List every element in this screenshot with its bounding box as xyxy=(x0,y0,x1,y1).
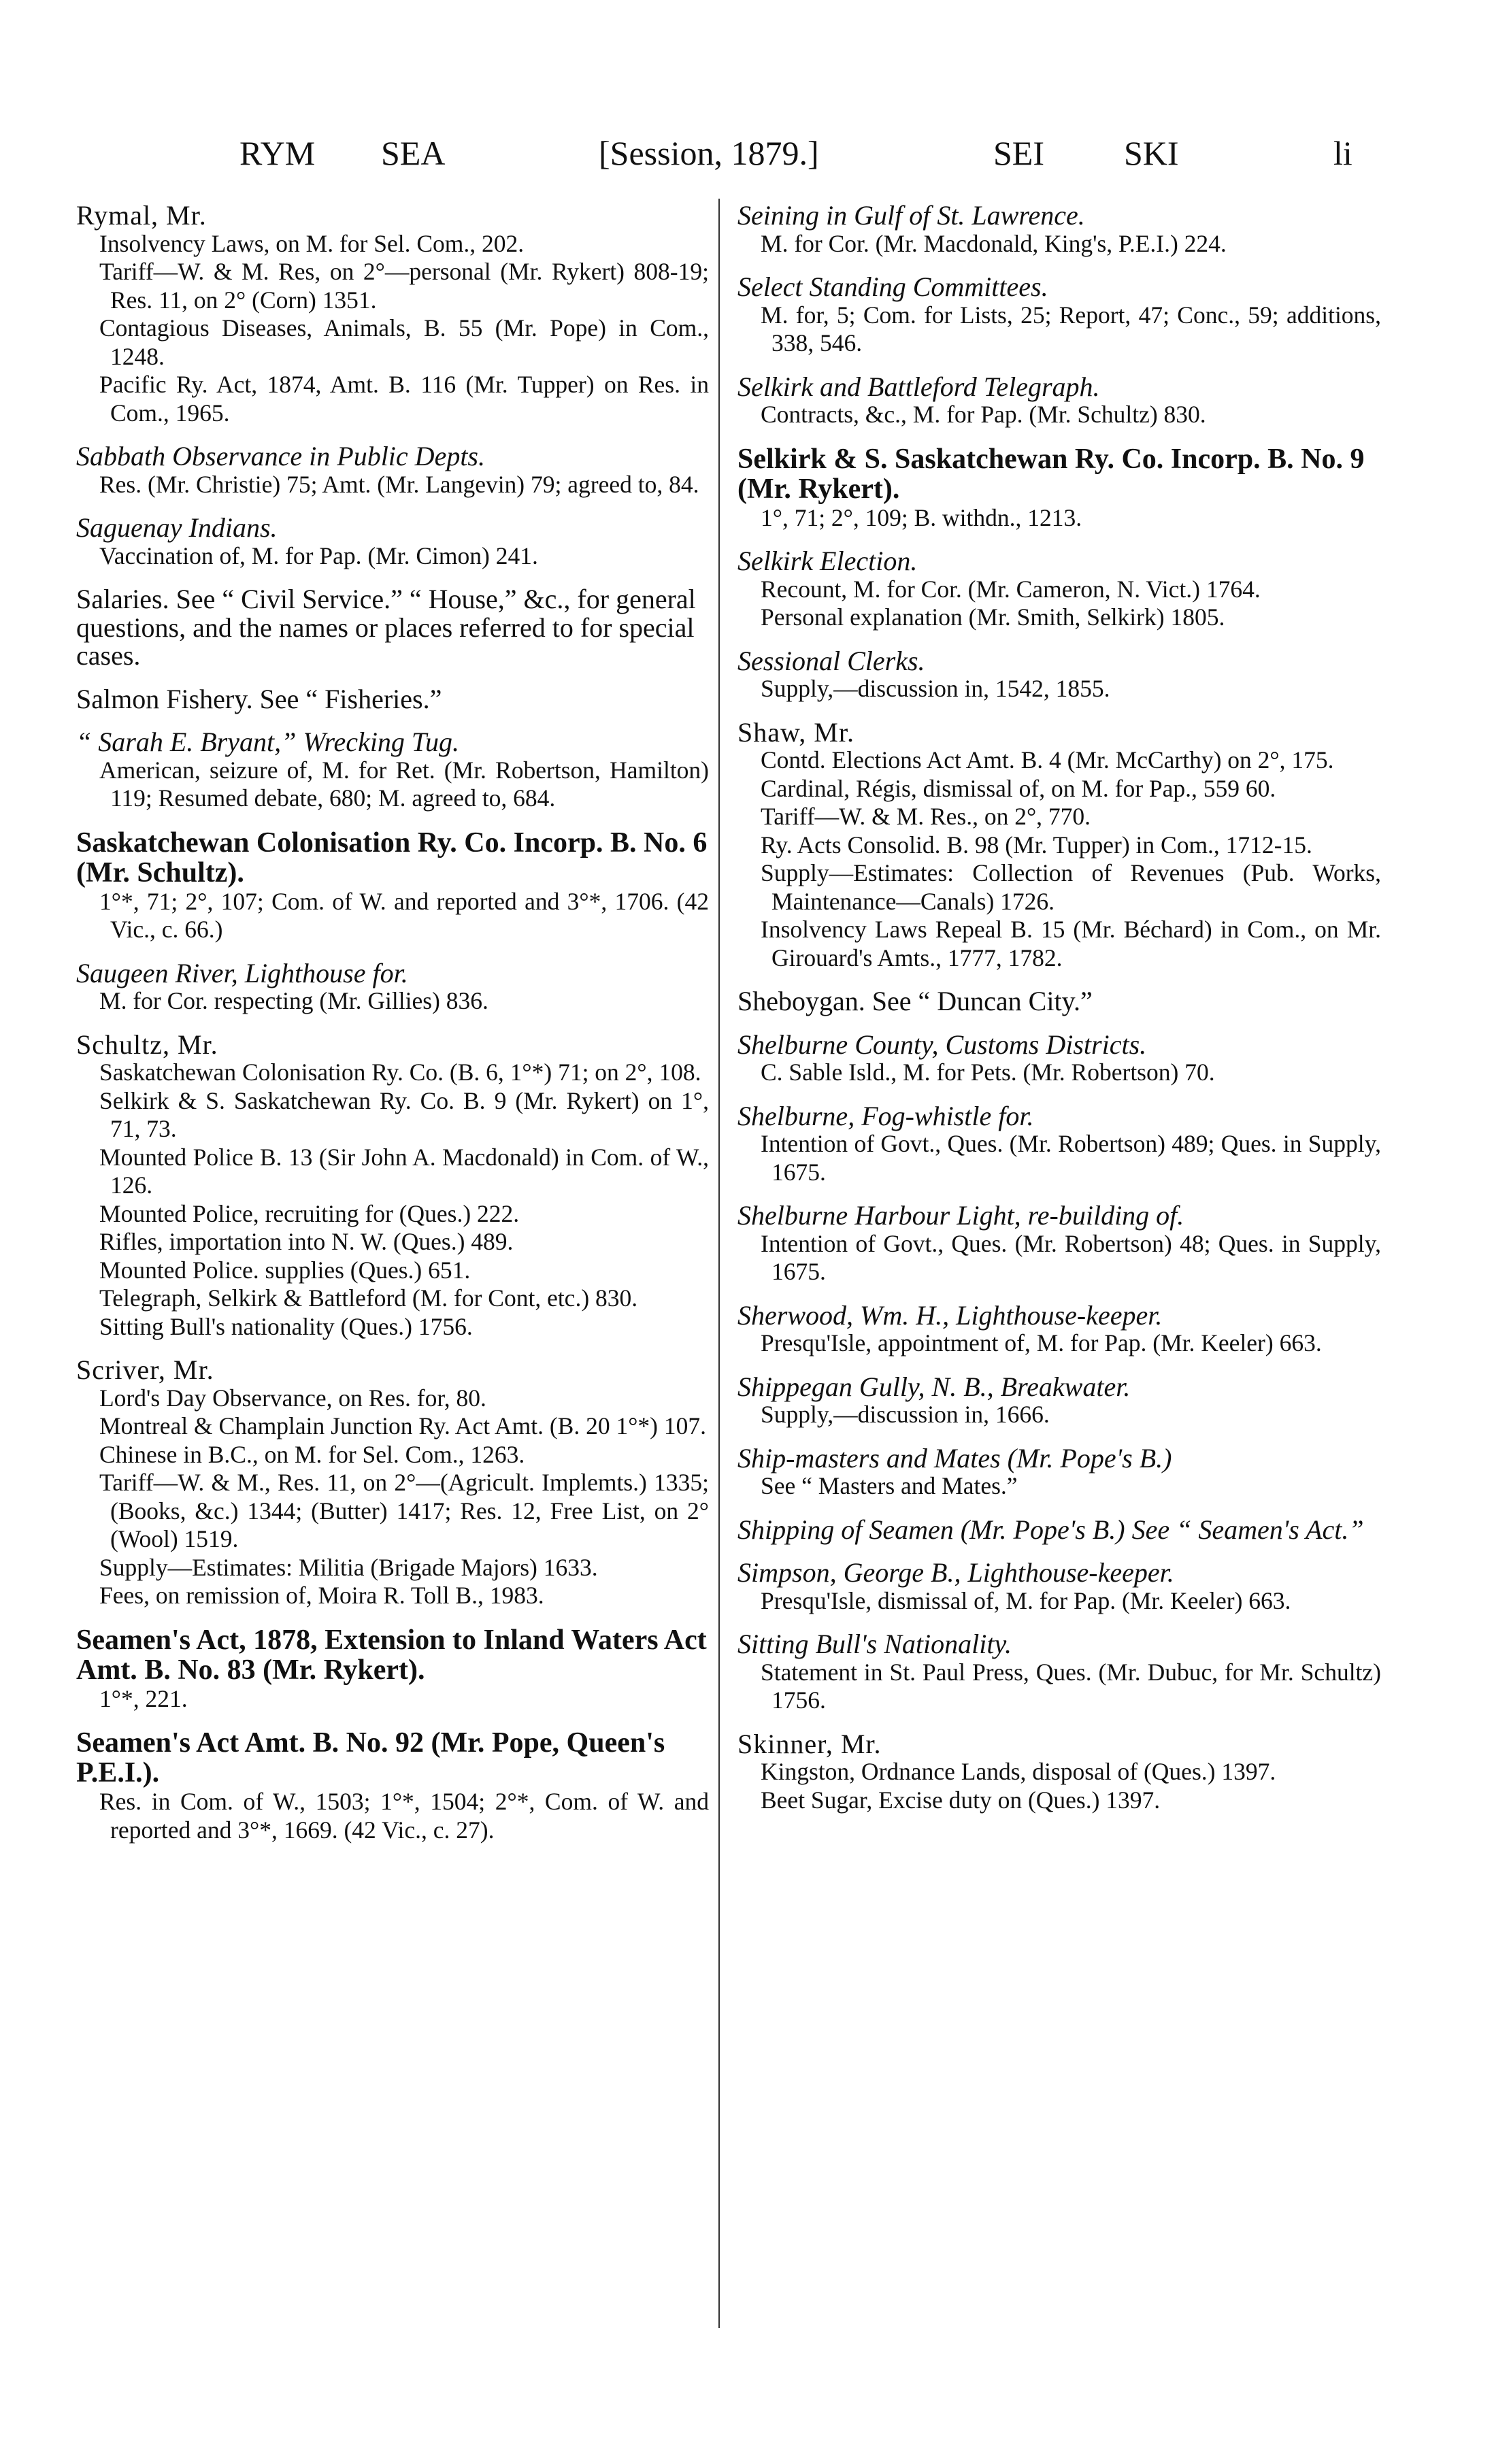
index-entry xyxy=(737,1201,1381,1286)
entry-subitem: Contd. Elections Act Amt. B. 4 (Mr. McCarthy) on 2°, 175. xyxy=(761,746,1334,773)
index-entry xyxy=(737,1301,1381,1358)
index-entry xyxy=(737,1559,1381,1615)
index-entry xyxy=(737,1102,1381,1187)
index-entry xyxy=(76,585,709,670)
entry-heading: Sabbath Observance in Public Depts. xyxy=(76,441,485,471)
index-entry xyxy=(76,1728,709,1844)
entry-heading: Saskatchewan Colonisation Ry. Co. Incorp. B. No. 6 (Mr. Schultz). xyxy=(76,827,708,888)
entry-heading: Rymal, Mr. xyxy=(76,200,207,231)
entry-subitem: Presqu'Isle, dismissal of, M. for Pap. (Mr. Keeler) 663. xyxy=(761,1586,1291,1614)
entry-heading: Seamen's Act, 1878, Extension to Inland Waters Act Amt. B. No. 83 (Mr. Rykert). xyxy=(76,1624,707,1686)
page-number: li xyxy=(1333,134,1352,172)
left-column xyxy=(76,201,709,1844)
index-entry xyxy=(737,1031,1381,1087)
entry-subitem: Supply,—discussion in, 1666. xyxy=(761,1401,1050,1428)
index-entry xyxy=(737,273,1381,358)
index-entry xyxy=(76,685,709,714)
entry-heading: Seining in Gulf of St. Lawrence. xyxy=(737,200,1085,231)
entry-subitem: Insolvency Laws Repeal B. 15 (Mr. Béchard) in Com., on Mr. Girouard's Amts., 1777, 1782. xyxy=(761,916,1381,971)
entry-heading: Seamen's Act Amt. B. No. 92 (Mr. Pope, Queen's P.E.I.). xyxy=(76,1727,665,1788)
entry-subitem: 1°, 71; 2°, 109; B. withdn., 1213. xyxy=(761,503,1082,531)
index-entry xyxy=(737,647,1381,703)
index-entry xyxy=(737,201,1381,258)
entry-subitem: Chinese in B.C., on M. for Sel. Com., 1263. xyxy=(99,1440,525,1468)
entry-heading: Selkirk and Battleford Telegraph. xyxy=(737,371,1100,402)
entry-subitem: Insolvency Laws, on M. for Sel. Com., 202. xyxy=(99,229,525,257)
entry-subitem: Mounted Police, recruiting for (Ques.) 222. xyxy=(99,1199,520,1227)
entry-heading: Shelburne Harbour Light, re-building of. xyxy=(737,1200,1184,1231)
entry-heading: Scriver, Mr. xyxy=(76,1354,214,1385)
index-entry xyxy=(76,728,709,813)
entry-heading: Selkirk Election. xyxy=(737,546,918,576)
entry-subitem: 1°*, 71; 2°, 107; Com. of W. and reported and 3°*, 1706. (42 Vic., c. 66.) xyxy=(99,887,709,943)
right-column xyxy=(737,201,1381,1814)
entry-heading: Shelburne, Fog-whistle for. xyxy=(737,1100,1034,1131)
entry-subitem: Pacific Ry. Act, 1874, Amt. B. 116 (Mr. Tupper) on Res. in Com., 1965. xyxy=(99,371,709,427)
index-entry xyxy=(76,514,709,570)
entry-subitem: Contagious Diseases, Animals, B. 55 (Mr. Pope) in Com., 1248. xyxy=(99,314,709,370)
entry-subitem: C. Sable Isld., M. for Pets. (Mr. Robertson) 70. xyxy=(761,1059,1215,1086)
column-divider xyxy=(718,199,720,2328)
entry-heading: Ship-masters and Mates (Mr. Pope's B.) xyxy=(737,1442,1172,1474)
entry-subitem: Supply,—discussion in, 1542, 1855. xyxy=(761,675,1110,702)
session-label: [Session, 1879.] xyxy=(599,134,819,172)
entry-subitem: Rifles, importation into N. W. (Ques.) 489. xyxy=(99,1228,514,1255)
entry-subitem: Cardinal, Régis, dismissal of, on M. for Pap., 559 60. xyxy=(761,774,1276,802)
index-entry xyxy=(737,718,1381,973)
entry-heading: Salmon Fishery. See “ Fisheries.” xyxy=(76,683,442,714)
entry-subitem: Tariff—W. & M. Res., on 2°, 770. xyxy=(761,803,1091,830)
index-entry xyxy=(737,987,1381,1016)
entry-subitem: Vaccination of, M. for Pap. (Mr. Cimon) 241. xyxy=(99,542,538,569)
entry-subitem: Contracts, &c., M. for Pap. (Mr. Schultz) 830. xyxy=(761,401,1206,428)
entry-heading: Schultz, Mr. xyxy=(76,1029,218,1060)
entry-heading: Saugeen River, Lighthouse for. xyxy=(76,957,408,988)
entry-subitem: Personal explanation (Mr. Smith, Selkirk) 1805. xyxy=(761,603,1225,631)
entry-subitem: Selkirk & S. Saskatchewan Ry. Co. B. 9 (Mr. Rykert) on 1°, 71, 73. xyxy=(99,1086,709,1142)
index-entry xyxy=(76,828,709,944)
entry-heading: Sheboygan. See “ Duncan City.” xyxy=(737,986,1093,1016)
right-key-second: SKI xyxy=(1124,134,1179,172)
entry-heading: Shelburne County, Customs Districts. xyxy=(737,1029,1147,1060)
entry-subitem: Kingston, Ordnance Lands, disposal of (Ques.) 1397. xyxy=(761,1758,1276,1785)
entry-subitem: Saskatchewan Colonisation Ry. Co. (B. 6, 1°*) 71; on 2°, 108. xyxy=(99,1059,701,1086)
entry-subitem: 1°*, 221. xyxy=(99,1684,188,1712)
entry-heading: Saguenay Indians. xyxy=(76,512,278,543)
index-entry xyxy=(737,1630,1381,1715)
entry-subitem: M. for Cor. respecting (Mr. Gillies) 836. xyxy=(99,987,488,1014)
index-entry xyxy=(76,1356,709,1610)
entry-subitem: Recount, M. for Cor. (Mr. Cameron, N. Vict.) 1764. xyxy=(761,575,1261,603)
entry-subitem: See “ Masters and Mates.” xyxy=(761,1472,1018,1499)
entry-heading: Selkirk & S. Saskatchewan Ry. Co. Incorp. B. No. 9 (Mr. Rykert). xyxy=(737,443,1365,505)
index-entry xyxy=(76,201,709,427)
entry-heading: Sherwood, Wm. H., Lighthouse-keeper. xyxy=(737,1299,1163,1331)
right-key-first: SEI xyxy=(993,134,1044,172)
entry-subitem: Supply—Estimates: Collection of Revenues (Pub. Works, Maintenance—Canals) 1726. xyxy=(761,859,1381,915)
running-header xyxy=(0,133,1494,181)
entry-subitem: Presqu'Isle, appointment of, M. for Pap. (Mr. Keeler) 663. xyxy=(761,1329,1322,1356)
entry-heading: Simpson, George B., Lighthouse-keeper. xyxy=(737,1557,1174,1588)
entry-heading: Shaw, Mr. xyxy=(737,716,854,748)
entry-subitem: Mounted Police B. 13 (Sir John A. Macdonald) in Com. of W., 126. xyxy=(99,1143,709,1199)
index-entry xyxy=(737,1730,1381,1815)
entry-heading: Salaries. See “ Civil Service.” “ House,” &c., for general questions, and the names or places referred to for special cases. xyxy=(76,584,696,671)
entry-subitem: Statement in St. Paul Press, Ques. (Mr. Dubuc, for Mr. Schultz) 1756. xyxy=(761,1658,1381,1714)
entry-heading: Shipping of Seamen (Mr. Pope's B.) See “ Seamen's Act.” xyxy=(737,1514,1364,1545)
entry-subitem: Res. in Com. of W., 1503; 1°*, 1504; 2°*, Com. of W. and reported and 3°*, 1669. (42 Vic., c. 27). xyxy=(99,1788,709,1844)
entry-heading: Skinner, Mr. xyxy=(737,1728,882,1759)
index-entry xyxy=(737,1373,1381,1429)
index-entry xyxy=(737,444,1381,533)
entry-subitem: M. for, 5; Com. for Lists, 25; Report, 47; Conc., 59; additions, 338, 546. xyxy=(761,301,1381,356)
index-entry xyxy=(76,442,709,499)
entry-heading: Sitting Bull's Nationality. xyxy=(737,1629,1012,1659)
index-entry xyxy=(737,1516,1381,1544)
left-key-second: SEA xyxy=(381,134,446,172)
entry-subitem: Sitting Bull's nationality (Ques.) 1756. xyxy=(99,1312,473,1340)
index-entry xyxy=(737,1444,1381,1501)
index-entry xyxy=(737,373,1381,429)
entry-subitem: Res. (Mr. Christie) 75; Amt. (Mr. Langevin) 79; agreed to, 84. xyxy=(99,470,699,498)
index-entry xyxy=(737,547,1381,632)
entry-subitem: Supply—Estimates: Militia (Brigade Majors) 1633. xyxy=(99,1553,598,1581)
entry-subitem: Telegraph, Selkirk & Battleford (M. for Cont, etc.) 830. xyxy=(99,1284,638,1312)
entry-heading: “ Sarah E. Bryant,” Wrecking Tug. xyxy=(76,727,459,757)
entry-subitem: Montreal & Champlain Junction Ry. Act Amt. (B. 20 1°*) 107. xyxy=(99,1412,706,1439)
left-key-first: RYM xyxy=(239,134,316,172)
entry-heading: Sessional Clerks. xyxy=(737,645,925,676)
entry-heading: Select Standing Committees. xyxy=(737,271,1048,302)
entry-subitem: M. for Cor. (Mr. Macdonald, King's, P.E.I.) 224. xyxy=(761,229,1227,257)
index-entry xyxy=(76,959,709,1016)
index-entry xyxy=(76,1625,709,1714)
entry-subitem: Beet Sugar, Excise duty on (Ques.) 1397. xyxy=(761,1786,1161,1814)
entry-heading: Shippegan Gully, N. B., Breakwater. xyxy=(737,1371,1131,1402)
entry-subitem: Mounted Police. supplies (Ques.) 651. xyxy=(99,1256,471,1284)
entry-subitem: Tariff—W. & M., Res. 11, on 2°—(Agricult. Implemts.) 1335; (Books, &c.) 1344; (Butter) 1417; Res. 12, Free List, on 2° (Wool) 1519. xyxy=(99,1469,709,1552)
entry-subitem: Lord's Day Observance, on Res. for, 80. xyxy=(99,1384,486,1412)
entry-subitem: American, seizure of, M. for Ret. (Mr. Robertson, Hamilton) 119; Resumed debate, 680; M. agreed to, 684. xyxy=(99,756,709,812)
index-entry xyxy=(76,1031,709,1342)
entry-subitem: Fees, on remission of, Moira R. Toll B., 1983. xyxy=(99,1582,544,1609)
entry-subitem: Tariff—W. & M. Res, on 2°—personal (Mr. Rykert) 808-19; Res. 11, on 2° (Corn) 1351. xyxy=(99,258,709,314)
entry-subitem: Ry. Acts Consolid. B. 98 (Mr. Tupper) in Com., 1712-15. xyxy=(761,831,1312,859)
entry-subitem: Intention of Govt., Ques. (Mr. Robertson) 48; Ques. in Supply, 1675. xyxy=(761,1229,1381,1285)
entry-subitem: Intention of Govt., Ques. (Mr. Robertson) 489; Ques. in Supply, 1675. xyxy=(761,1130,1381,1186)
